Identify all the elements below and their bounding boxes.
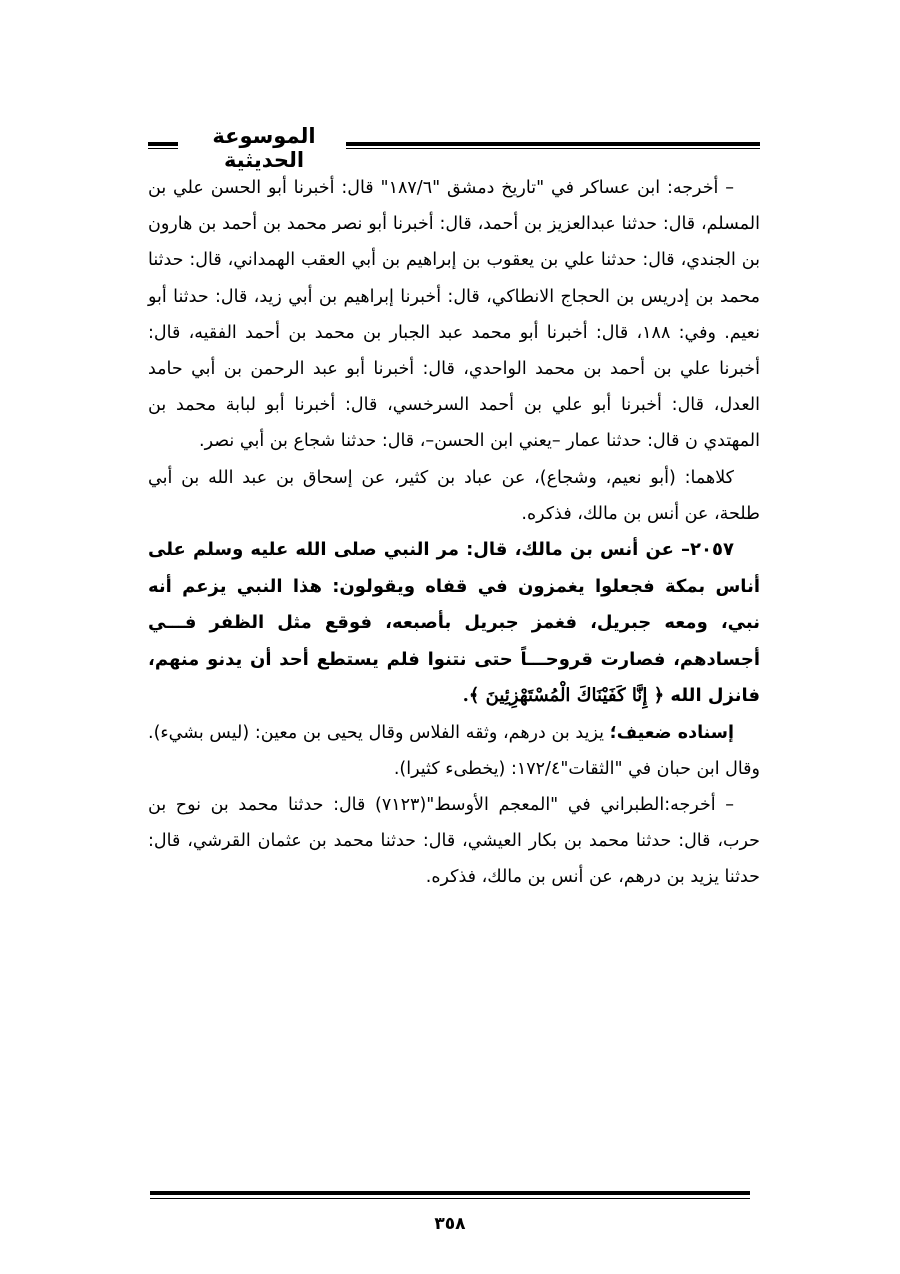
footer-rule-thin: [150, 1198, 750, 1199]
quran-verse: ﴿ إِنَّا كَفَيْنَاكَ الْمُسْتَهْزِئِينَ ﴾.: [462, 685, 665, 707]
hadith-text: ٢٠٥٧– عن أنس بن مالك، قال: مر النبي صلى الله عليه وسلم على أناس بمكة فجعلوا يغمزون في قفاه ويقولون: هذا النبي يزعم أنه نبي، ومعه جبريل، فغمز جبريل بأصبعه، فوقع مثل الظفر فـــي أجسادهم، فصارت قروحـــاً حتى نتنوا فلم يستطع أحد أن يدنو منهم، فانزل الله: [148, 539, 760, 707]
paragraph-both-narrators: كلاهما: (أبو نعيم، وشجاع)، عن عباد بن كثير، عن إسحاق بن عبد الله بن أبي طلحة، عن أنس بن مالك، فذكره.: [148, 467, 760, 524]
paragraph-isnad: [148, 715, 760, 787]
paragraph-hadith-2057: [148, 532, 760, 715]
header-rule-left: [148, 142, 178, 146]
isnad-text: يزيد بن درهم، وثقه الفلاس وقال يحيى بن معين: (ليس بشيء). وقال ابن حبان في "الثقات"١٧٢/٤: (يخطىء كثيرا).: [148, 722, 760, 779]
page-body: [148, 170, 760, 896]
paragraph-takhrij-ibn-asakir: – أخرجه: ابن عساكر في "تاريخ دمشق "١٨٧/٦" قال: أخبرنا أبو الحسن علي بن المسلم، قال: حدثنا عبدالعزيز بن أحمد، قال: أخبرنا أبو نصر محمد بن أحمد بن هارون بن الجندي، قال: حدثنا علي بن يعقوب بن إبراهيم بن أبي العقب الهمداني، قال: حدثنا محمد بن إدريس بن الحجاج الانطاكي، قال: أخبرنا إبراهيم بن أبي زيد، قال: حدثنا أبو نعيم. وفي: ١٨٨، قال: أخبرنا أبو محمد عبد الجبار بن محمد بن أحمد الفقيه، قال: أخبرنا علي بن أحمد بن محمد الواحدي، قال: أخبرنا أبو عبد الرحمن بن أبي حامد العدل، قال: أخبرنا أبو علي بن أحمد السرخسي، قال: أخبرنا أبو لبابة محمد بن المهتدي ن قال: حدثنا عمار –يعني ابن الحسن–، قال: حدثنا شجاع بن أبي نصر.: [148, 178, 760, 452]
paragraph-takhrij-tabarani: – أخرجه:الطبراني في "المعجم الأوسط"(٧١٢٣) قال: حدثنا محمد بن نوح بن حرب، قال: حدثنا محمد بن بكار العيشي، قال: حدثنا محمد بن عثمان القرشي، قال: حدثنا يزيد بن درهم، عن أنس بن مالك، فذكره.: [148, 794, 760, 888]
header-rule-right: [346, 142, 760, 146]
footer-rule: [150, 1191, 750, 1195]
header-title: الموسوعة الحديثية: [212, 124, 316, 172]
isnad-label: إسناده ضعيف؛: [609, 722, 734, 743]
page-number: ٣٥٨: [434, 1214, 466, 1234]
page-header: [148, 122, 760, 172]
